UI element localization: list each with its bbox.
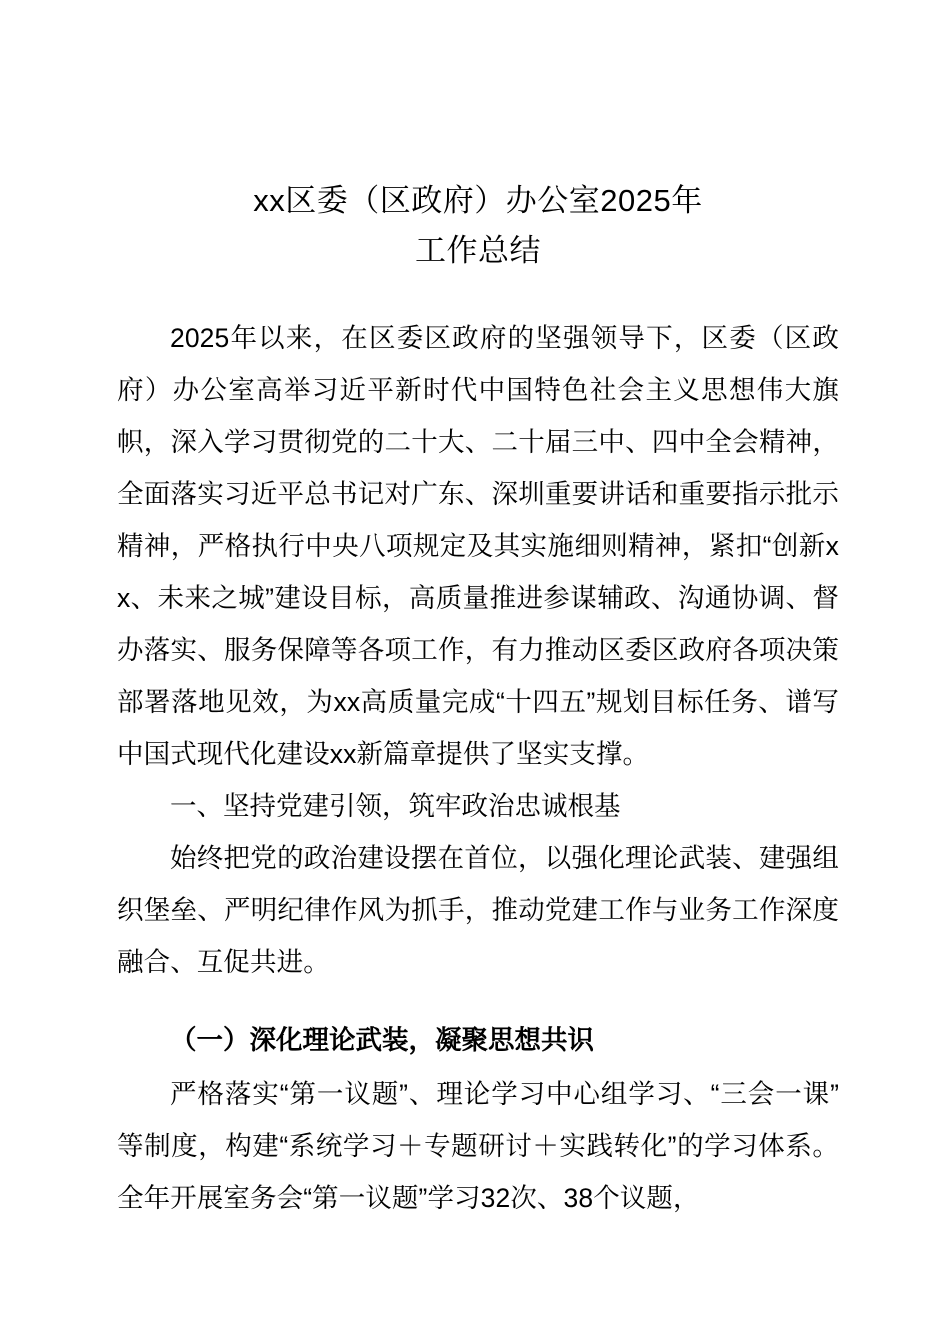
subsection-heading-one: （一）深化理论武装，凝聚思想共识 (170, 1025, 594, 1055)
section-one-intro-paragraph: 始终把党的政治建设摆在首位，以强化理论武装、建强组织堡垒、严明纪律作风为抓手，推动党建工作与业务工作深度融合、互促共进。 (117, 843, 839, 977)
document-title (117, 0, 839, 276)
opening-paragraph: 2025年以来，在区委区政府的坚强领导下，区委（区政府）办公室高举习近平新时代中国特色社会主义思想伟大旗帜，深入学习贯彻党的二十大、二十届三中、四中全会精神，全面落实习近平总书记对广东、深圳重要讲话和重要指示批示精神，严格执行中央八项规定及其实施细则精神，紧扣“创新xx、未来之城”建设目标，高质量推进参谋辅政、沟通协调、督办落实、服务保障等各项工作，有力推动区委区政府各项决策部署落地见效，为xx高质量完成“十四五”规划目标任务、谱写中国式现代化建设xx新篇章提供了坚实支撑。 (117, 323, 839, 769)
document-title-line-1: xx区委（区政府）办公室2025年 (253, 183, 703, 218)
section-heading-one: 一、坚持党建引领，筑牢政治忠诚根基 (170, 791, 621, 821)
document-content (117, 0, 839, 1224)
document-title-line-2: 工作总结 (415, 233, 541, 268)
subsection-one-body-paragraph: 严格落实“第一议题”、理论学习中心组学习、“三会一课”等制度，构建“系统学习＋专题研讨＋实践转化”的学习体系。全年开展室务会“第一议题”学习32次、38个议题， (117, 1079, 839, 1213)
